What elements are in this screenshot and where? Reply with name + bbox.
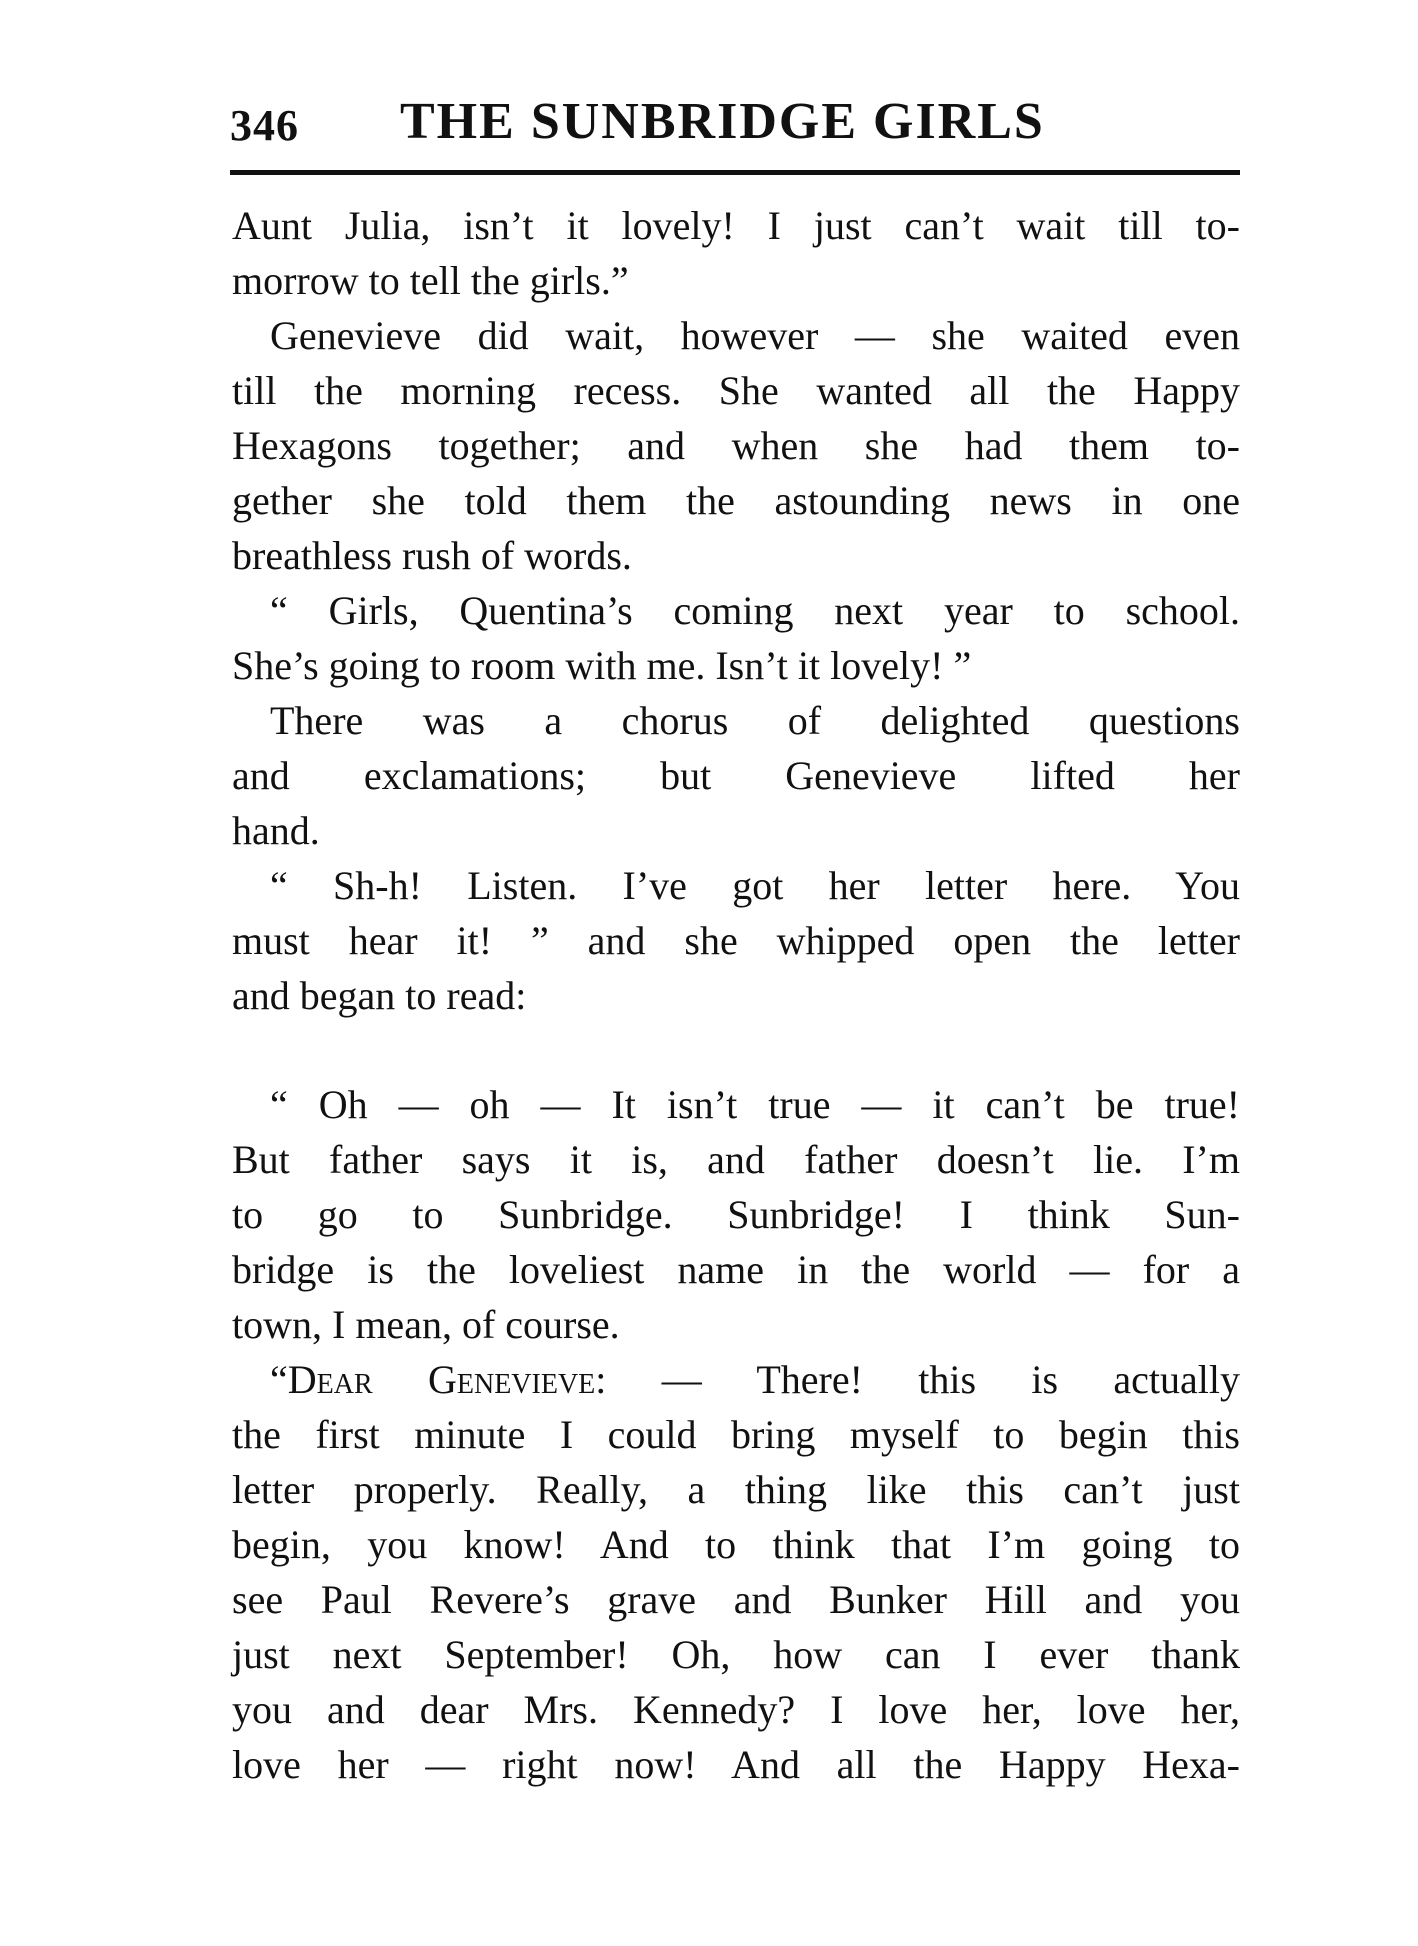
section-gap xyxy=(232,1023,1240,1077)
text-line: But father says it is, and father doesn’t lie. I’m xyxy=(232,1137,1240,1182)
text-line: begin, you know! And to think that I’m going to xyxy=(232,1522,1240,1567)
text-line: morrow to tell the girls.” xyxy=(232,258,629,303)
text-line: love her — right now! And all the Happy Hexa- xyxy=(232,1742,1240,1787)
text-line: just next September! Oh, how can I ever thank xyxy=(232,1632,1240,1677)
salutation-rest: : — There! this is actually xyxy=(595,1357,1240,1402)
text-line: the first minute I could bring myself to begin this xyxy=(232,1412,1240,1457)
salutation-line xyxy=(232,1352,1240,1407)
text-line: town, I mean, of course. xyxy=(232,1302,620,1347)
text-line: “ Girls, Quentina’s coming next year to school. xyxy=(270,588,1240,633)
text-line: breathless rush of words. xyxy=(232,533,632,578)
text-line: gether she told them the astounding news in one xyxy=(232,478,1240,523)
text-line: Hexagons together; and when she had them to- xyxy=(232,423,1240,468)
text-line: hand. xyxy=(232,808,320,853)
text-line: Genevieve did wait, however — she waited even xyxy=(270,313,1240,358)
page-header xyxy=(230,92,1240,156)
body-text xyxy=(232,198,1240,1792)
text-line: “ Sh-h! Listen. I’ve got her letter here. You xyxy=(270,863,1240,908)
text-line: letter properly. Really, a thing like this can’t just xyxy=(232,1467,1240,1512)
running-title: THE SUNBRIDGE GIRLS xyxy=(400,93,1045,150)
text-line: you and dear Mrs. Kennedy? I love her, love her, xyxy=(232,1687,1240,1732)
text-line: must hear it! ” and she whipped open the letter xyxy=(232,918,1240,963)
text-line: and exclamations; but Genevieve lifted her xyxy=(232,753,1240,798)
text-line: to go to Sunbridge. Sunbridge! I think Sun- xyxy=(232,1192,1240,1237)
text-line: bridge is the loveliest name in the world — for a xyxy=(232,1247,1240,1292)
text-line: till the morning recess. She wanted all the Happy xyxy=(232,368,1240,413)
text-line: There was a chorus of delighted questions xyxy=(270,698,1240,743)
text-line: see Paul Revere’s grave and Bunker Hill and you xyxy=(232,1577,1240,1622)
text-line: Aunt Julia, isn’t it lovely! I just can’t wait till to- xyxy=(232,203,1240,248)
header-rule xyxy=(230,170,1240,175)
page-number: 346 xyxy=(230,101,299,150)
salutation-name: Dear Genevieve xyxy=(287,1357,596,1402)
open-quote: “ xyxy=(270,1357,288,1402)
text-line: “ Oh — oh — It isn’t true — it can’t be true! xyxy=(270,1082,1240,1127)
text-line: and began to read: xyxy=(232,973,527,1018)
text-line: She’s going to room with me. Isn’t it lovely! ” xyxy=(232,643,972,688)
